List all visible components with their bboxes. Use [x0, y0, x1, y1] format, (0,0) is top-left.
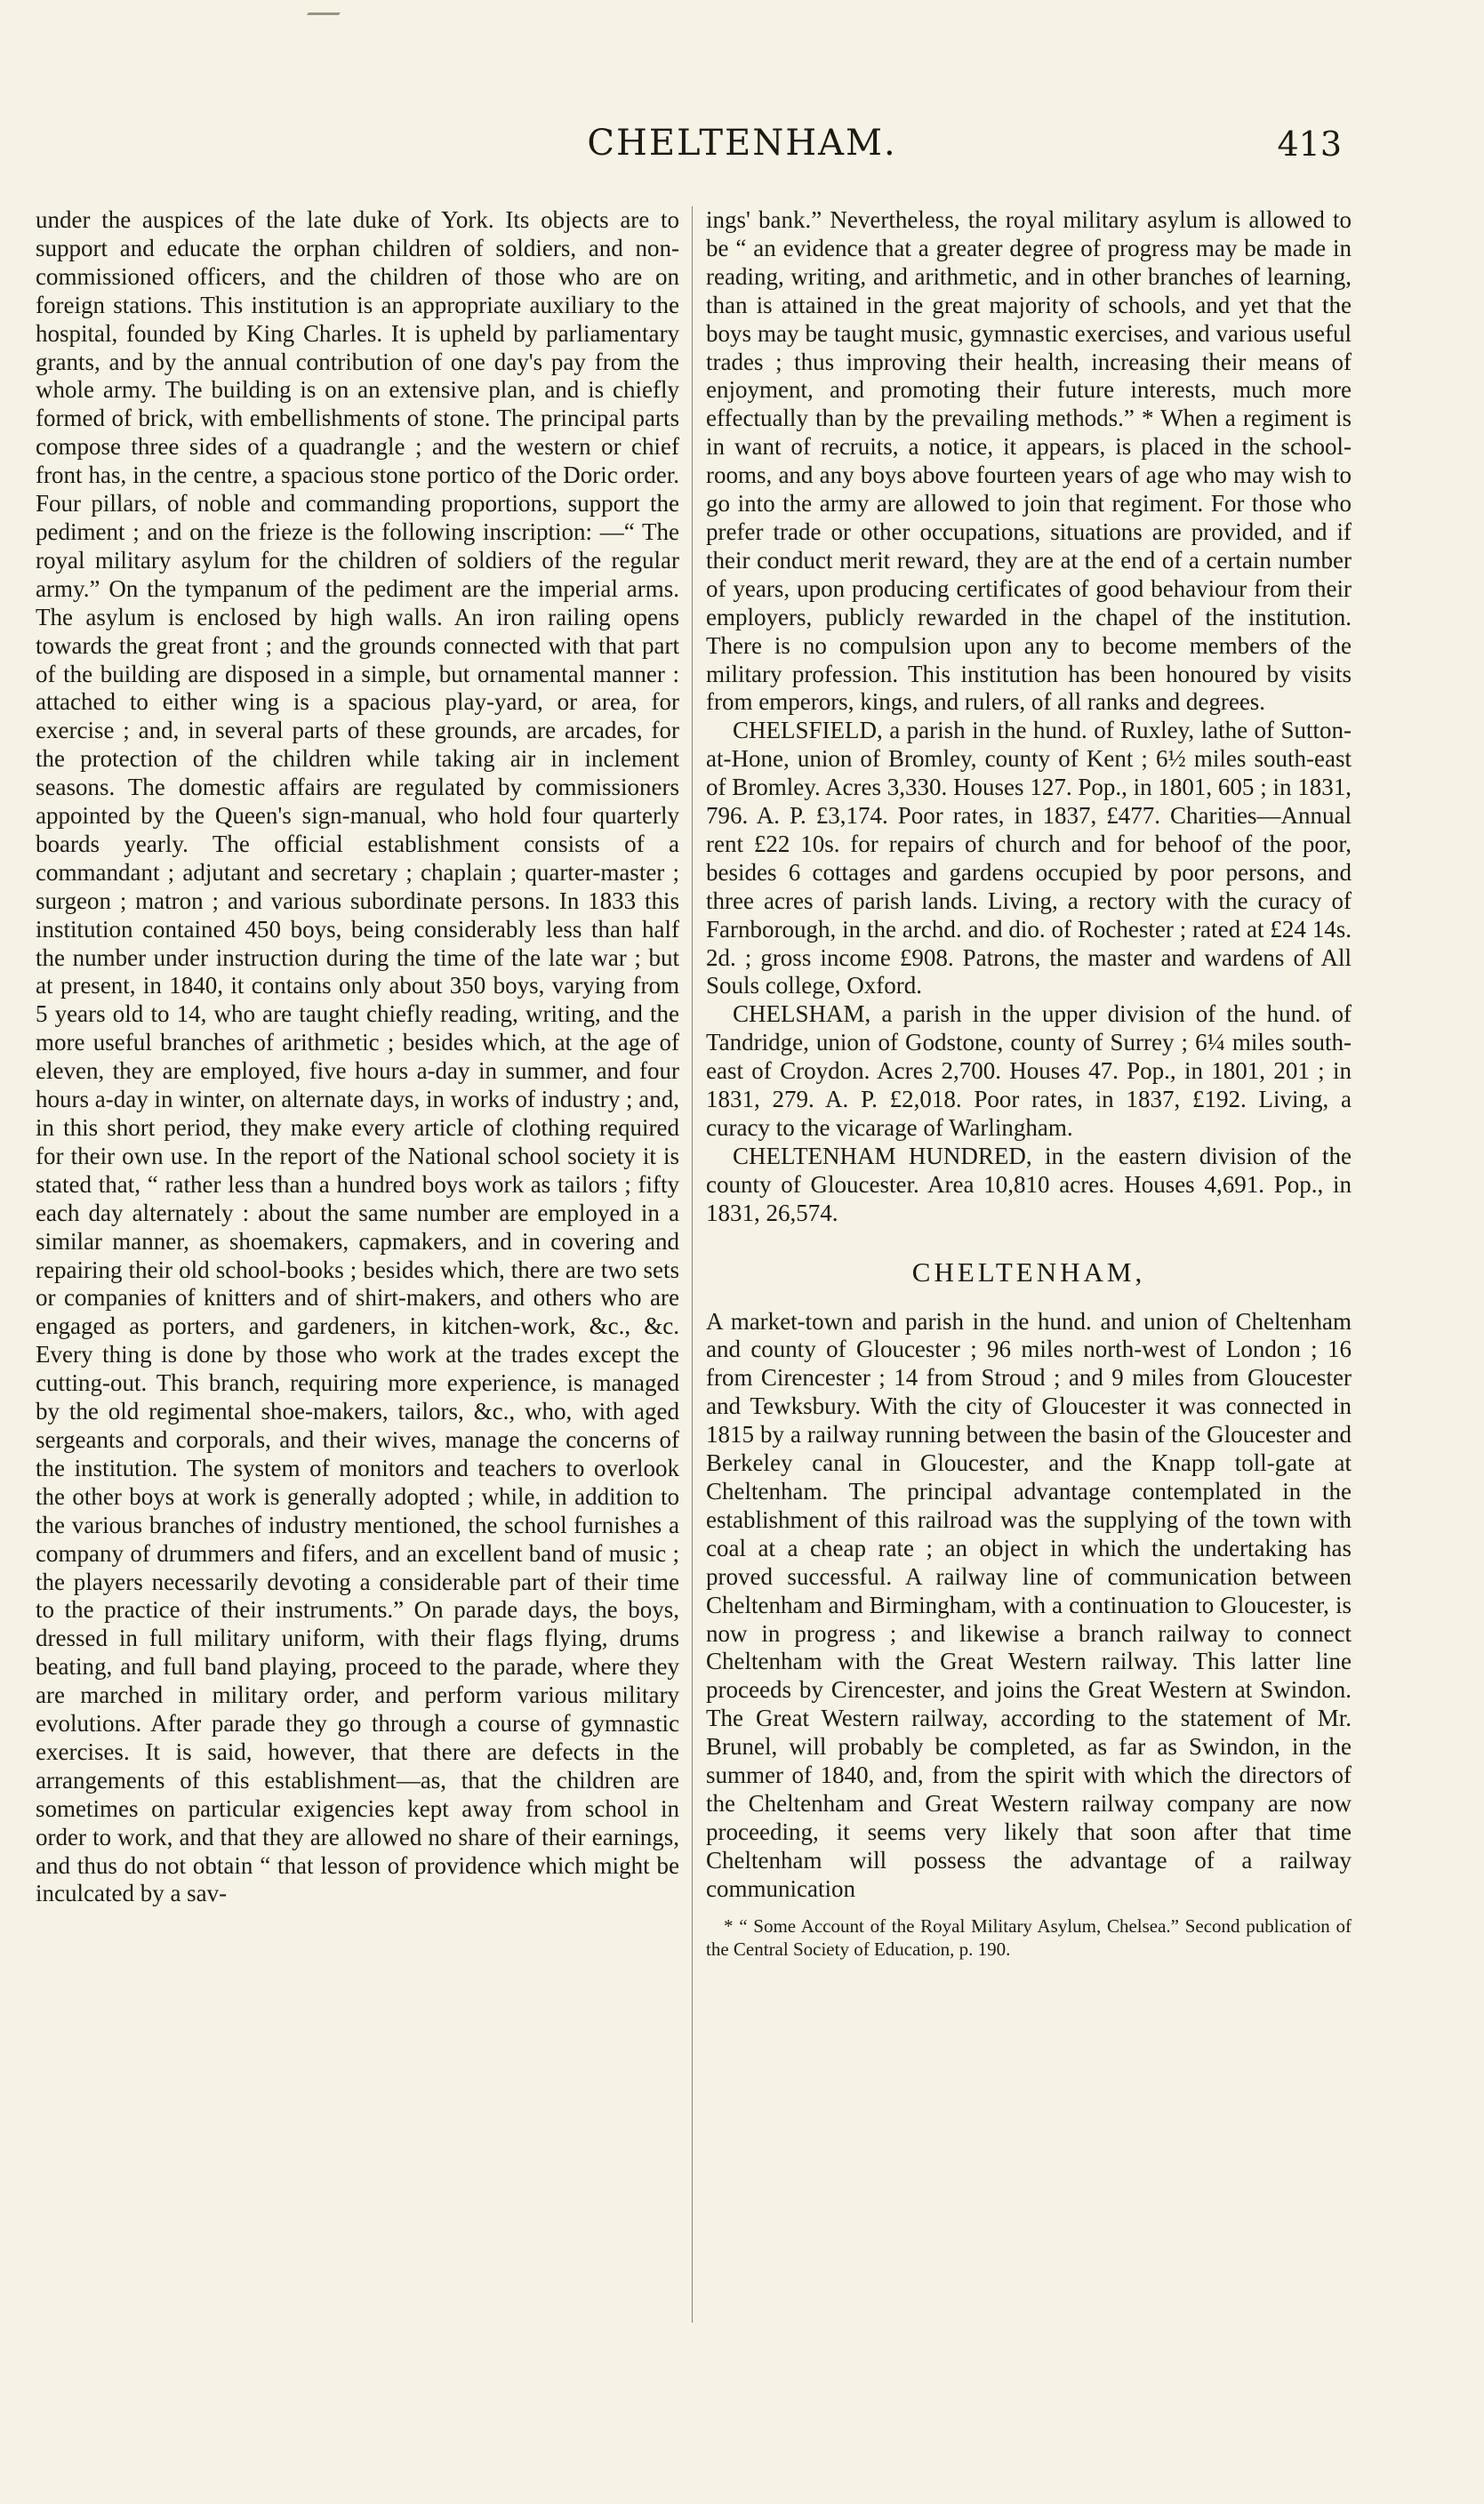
entry-cheltenham-hundred: CHELTENHAM HUNDRED, in the eastern division of the county of Gloucester. Area 10,810 acres. Houses 4,691. Pop., in 1831, 26,574.	[706, 1142, 1352, 1226]
left-column-text: under the auspices of the late duke of York. Its objects are to support and educate the orphan children of soldiers, and non-commissioned officers, and the children of those who are on foreign stations. This institution is an appropriate auxiliary to the hospital, founded by King Charles. It is upheld by parliamentary grants, and by the annual contribution of one day's pay from the whole army. The building is on an extensive plan, and is chiefly formed of brick, with embellishments of stone. The principal parts compose three sides of a quadrangle ; and the western or chief front has, in the centre, a spacious stone portico of the Doric order. Four pillars, of noble and commanding proportions, support the pediment ; and on the frieze is the following inscription: —“ The royal military asylum for the children of soldiers of the regular army.” On the tympanum of the pediment are the imperial arms. The asylum is enclosed by high walls. An iron railing opens towards the great front ; and the grounds connected with that part of the building are disposed in a simple, but ornamental manner : attached to either wing is a spacious play-yard, or area, for exercise ; and, in several parts of these grounds, are arcades, for the protection of the children while taking air in inclement seasons. The domestic affairs are regulated by commissioners appointed by the Queen's sign-manual, who hold four quarterly boards yearly. The official establishment consists of a commandant ; adjutant and secretary ; chaplain ; quarter-master ; surgeon ; matron ; and various subordinate persons. In 1833 this institution contained 450 boys, being considerably less than half the number under instruction during the time of the late war ; but at present, in 1840, it contains only about 350 boys, varying from 5 years old to 14, who are taught chiefly reading, writing, and the more useful branches of arithmetic ; besides which, at the age of eleven, they are employed, five hours a-day in summer, and four hours a-day in winter, on alternate days, in works of industry ; and, in this short period, they make every article of clothing required for their own use. In the report of the National school society it is stated that, “ rather less than a hundred boys work as tailors ; fifty each day alternately : about the same number are employed in a similar manner, as shoemakers, capmakers, and in covering and repairing their old school-books ; besides which, there are two sets or companies of knitters and of shirt-makers, and others who are engaged as porters, and gardeners, in kitchen-work, &c., &c. Every thing is done by those who work at the trades except the cutting-out. This branch, requiring more experience, is managed by the old regimental shoe-makers, tailors, &c., who, with aged sergeants and corporals, and their wives, manage the concerns of the institution. The system of monitors and teachers to overlook the other boys at work is generally adopted ; while, in addition to the various branches of industry mentioned, the school furnishes a company of drummers and fifers, and an excellent band of music ; the players necessarily devoting a considerable part of their time to the practice of their instruments.” On parade days, the boys, dressed in full military uniform, with their flags flying, drums beating, and full band playing, proceed to the parade, where they are marched in military order, and perform various military evolutions. After parade they go through a course of gymnastic exercises. It is said, however, that there are defects in the arrangements of this establishment—as, that the children are sometimes on particular exigencies kept away from school in order to work, and that they are allowed no share of their earnings, and thus do not obtain “ that lesson of providence which might be inculcated by a sav-	[36, 206, 680, 1907]
entry-chelsham: CHELSHAM, a parish in the upper division of the hund. of Tandridge, union of Godstone, county of Surrey ; 6¼ miles south-east of Croydon. Acres 2,700. Houses 47. Pop., in 1801, 201 ; in 1831, 279. A. P. £2,018. Poor rates, in 1837, £192. Living, a curacy to the vicarage of Warlingham.	[706, 1000, 1352, 1141]
corner-mark	[307, 0, 348, 15]
footnote-text: * “ Some Account of the Royal Military Asylum, Chelsea.” Second publication of the Central Society of Education, p. 190.	[706, 1914, 1352, 1960]
entry-chelsfield: CHELSFIELD, a parish in the hund. of Ruxley, lathe of Sutton-at-Hone, union of Bromley, county of Kent ; 6½ miles south-east of Bromley. Acres 3,330. Houses 127. Pop., in 1801, 605 ; in 1831, 796. A. P. £3,174. Poor rates, in 1837, £477. Charities—Annual rent £22 10s. for repairs of church and for behoof of the poor, besides 6 cottages and gardens occupied by poor persons, and three acres of parish lands. Living, a rectory with the curacy of Farnborough, in the archd. and dio. of Rochester ; rated at £24 14s. 2d. ; gross income £908. Patrons, the master and wardens of All Souls college, Oxford.	[706, 717, 1352, 999]
page-number: 413	[1277, 124, 1342, 164]
continuation-paragraph: ings' bank.” Nevertheless, the royal military asylum is allowed to be “ an evidence that a greater degree of progress may be made in reading, writing, and arithmetic, and in other branches of learning, than is attained in the great majority of schools, and yet that the boys may be taught music, gymnastic exercises, and various useful trades ; thus improving their health, increasing their means of enjoyment, and promoting their future interests, much more effectually than by the prevailing methods.” * When a regiment is in want of recruits, a notice, it appears, is placed in the school-rooms, and any boys above fourteen years of age who may wish to go into the army are allowed to join that regiment. For those who prefer trade or other occupations, situations are provided, and if their conduct merit reward, they are at the end of a certain number of years, upon producing certificates of good behaviour from their employers, publicly rewarded in the chapel of the institution. There is no compulsion upon any to become members of the military profession. This institution has been honoured by visits from emperors, kings, and rulers, of all ranks and degrees.	[706, 206, 1352, 716]
page-title: CHELTENHAM.	[587, 123, 897, 164]
cheltenham-section-text: A market-town and parish in the hund. and union of Cheltenham and county of Gloucester ; 96 miles north-west of London ; 16 from Cirencester ; 14 from Stroud ; and 9 miles from Gloucester and Tewksbury. With the city of Gloucester it was connected in 1815 by a railway running between the basin of the Gloucester and Berkeley canal in Gloucester, and the Knapp toll-gate at Cheltenham. The principal advantage contemplated in the establishment of this railroad was the supplying of the town with coal at a cheap rate ; an object in which the undertaking has proved successful. A railway line of communication between Cheltenham and Birmingham, with a continuation to Gloucester, is now in progress ; and likewise a branch railway to connect Cheltenham with the Great Western railway. This latter line proceeds by Cirencester, and joins the Great Western at Swindon. The Great Western railway, according to the statement of Mr. Brunel, will probably be completed, as far as Swindon, in the summer of 1840, and, from the spirit with which the directors of the Cheltenham and Great Western railway company are now proceeding, it seems very likely that soon after that time Cheltenham will possess the advantage of a railway communication	[706, 1307, 1352, 1902]
section-heading: CHELTENHAM,	[911, 1256, 1146, 1288]
column-divider	[692, 206, 693, 2323]
footnote	[706, 1914, 1352, 1961]
left-column	[36, 206, 679, 1908]
right-column	[706, 206, 1352, 1961]
running-header	[0, 123, 1484, 176]
